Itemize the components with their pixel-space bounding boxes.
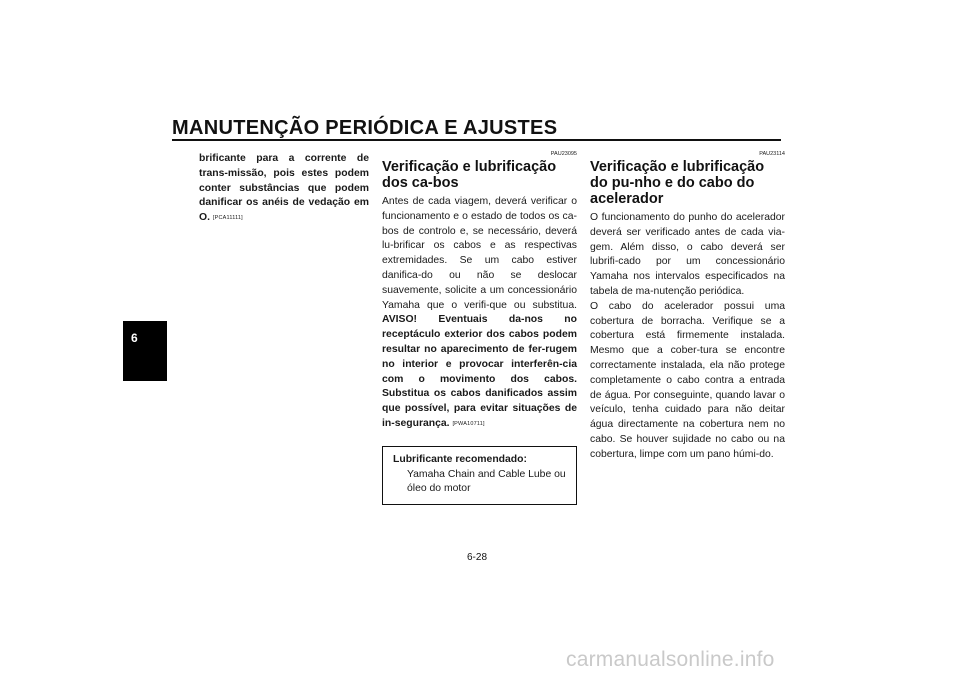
section-code: PAU23114 [759,151,785,157]
watermark: carmanualsonline.info [566,648,775,671]
continued-warning-text [199,152,369,226]
section-title-throttle: Verificação e lubrificação do pu-nho e do cabo do acelerador [590,159,765,207]
column-3 [590,150,785,463]
header-divider [172,139,781,141]
warning-code: [PWA10711] [452,420,485,427]
section-code: PAU23095 [550,151,577,157]
cables-warning: AVISO! Eventuais da-nos no receptáculo exterior dos cabos podem resultar no aparecimento de fer-rugem no interior e provocar interferên-cia com o movimento dos cabos. Substitua os cabos danificados assim que possível, para evitar situações de in-segurança. [382,314,577,429]
cables-body: Antes de cada viagem, deverá verificar o funcionamento e o estado de todos os ca-bos de controlo e, se necessário, deverá lu-brificar os cabos e as respectivas extremidades. Se um cabo estiver danifica-do ou não se deslocar suavemente, solicite a um concessionário Yamaha que o verifi-que ou substitua. [382,196,577,311]
cables-paragraph [382,195,577,432]
throttle-paragraph-2: O cabo do acelerador possui uma cobertura de borracha. Verifique se a cobertura está firmemente instalada. Mesmo que a cober-tura se encontre correctamente instalada, ela não protege completamente o cabo contra a entrada de água. Por conseguinte, quando lavar o veículo, tenha cuidado para não deitar água directamente na cobertura nem no cabo. Se houver sujidade no cabo ou na cobertura, limpe com um pano húmi-do. [590,300,785,460]
continued-warning-body: brificante para a corrente de trans-missão, pois estes podem conter substâncias que podem danificar os anéis de vedação em O. [199,153,369,224]
lubricant-box-title: Lubrificante recomendado: [393,453,527,465]
chapter-tab: 6 [123,321,167,381]
caution-code: [PCA11111] [212,215,243,222]
column-2 [382,150,577,505]
section-title-cables: Verificação e lubrificação dos ca-bos [382,159,557,191]
page-number: 6-28 [467,552,488,563]
column-1 [199,152,369,226]
lubricant-box-value: Yamaha Chain and Cable Lube ou óleo do motor [407,468,566,495]
throttle-paragraph-1: O funcionamento do punho do acelerador deverá ser verificado antes de cada via-gem. Além disso, o cabo deverá ser lubrifi-cado por um concessionário Yamaha nos intervalos especificados na tabela de ma-nutenção periódica. [590,212,785,297]
lubricant-box [382,446,577,505]
page-header-title: MANUTENÇÃO PERIÓDICA E AJUSTES [172,117,558,139]
